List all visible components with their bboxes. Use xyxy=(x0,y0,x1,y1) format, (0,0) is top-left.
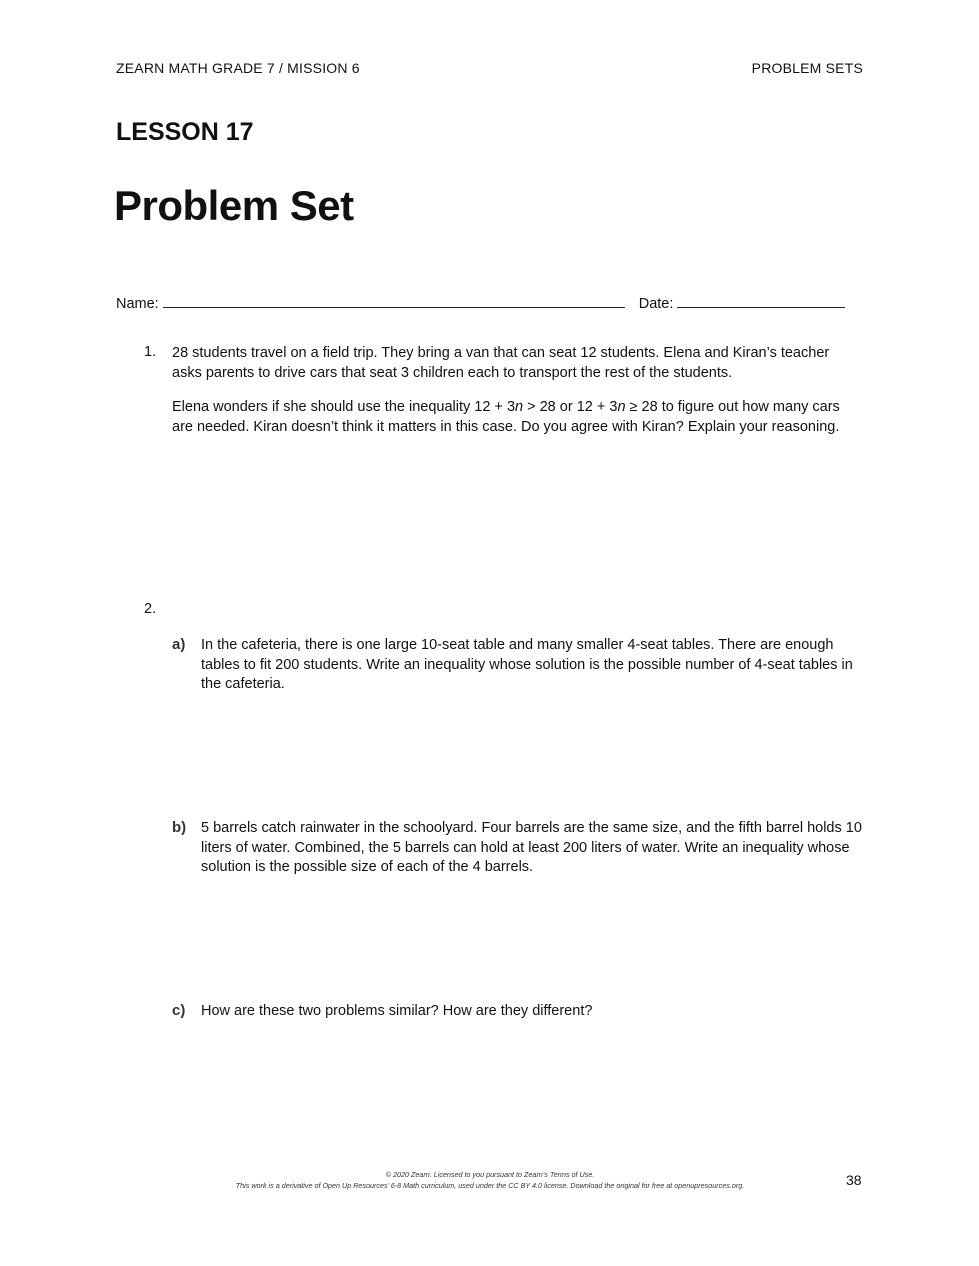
name-label: Name: xyxy=(116,296,159,312)
question-1-number: 1. xyxy=(144,344,157,360)
question-2c-letter: c) xyxy=(172,1002,186,1019)
question-2a-letter: a) xyxy=(172,636,186,653)
question-2b-text: 5 barrels catch rainwater in the schoolyard. Four barrels are the same size, and the fifth barrel holds 10 liters of water. Combined, the 5 barrels can hold at least 200 liters of water. Write an inequality whose solution is the possible size of each of the 4 barrels. xyxy=(201,820,862,875)
date-label: Date: xyxy=(638,296,674,312)
footer-copyright: © 2020 Zearn. Licensed to you pursuant to Zearn’s Terms of Use. xyxy=(385,1170,595,1179)
page-title: Problem Set xyxy=(114,182,354,229)
footer-license xyxy=(150,1169,830,1191)
page-number: 38 xyxy=(846,1172,862,1188)
question-2b-letter: b) xyxy=(172,819,187,836)
question-1-paragraph-1: 28 students travel on a field trip. They bring a van that can seat 12 students. Elena and Kiran’s teacher asks parents to drive cars that seat 3 children each to transport the rest of the students. xyxy=(172,345,830,381)
question-2a-text: In the cafeteria, there is one large 10-seat table and many smaller 4-seat tables. There are enough tables to fit 200 students. Write an inequality whose solution is the possible number of 4-seat tables in the cafeteria. xyxy=(201,637,853,692)
date-field[interactable] xyxy=(677,293,845,308)
header-section-label: PROBLEM SETS xyxy=(751,60,863,76)
lesson-heading: LESSON 17 xyxy=(116,118,254,146)
name-field[interactable] xyxy=(163,293,625,308)
header-course-label: ZEARN MATH GRADE 7 / MISSION 6 xyxy=(116,60,360,76)
footer-derivative-notice: This work is a derivative of Open Up Resources’ 6-8 Math curriculum, used under the CC BY 4.0 license. Download the original for free at openupresources.org. xyxy=(235,1181,745,1190)
question-2c-text: How are these two problems similar? How are they different? xyxy=(201,1003,593,1019)
question-2-number: 2. xyxy=(144,601,157,617)
question-1-paragraph-2: Elena wonders if she should use the inequality 12 + 3n > 28 or 12 + 3n ≥ 28 to figure out how many cars are needed. Kiran doesn’t think it matters in this case. Do you agree with Kiran? Explain your reasoning. xyxy=(172,399,840,435)
name-date-row xyxy=(116,293,845,312)
